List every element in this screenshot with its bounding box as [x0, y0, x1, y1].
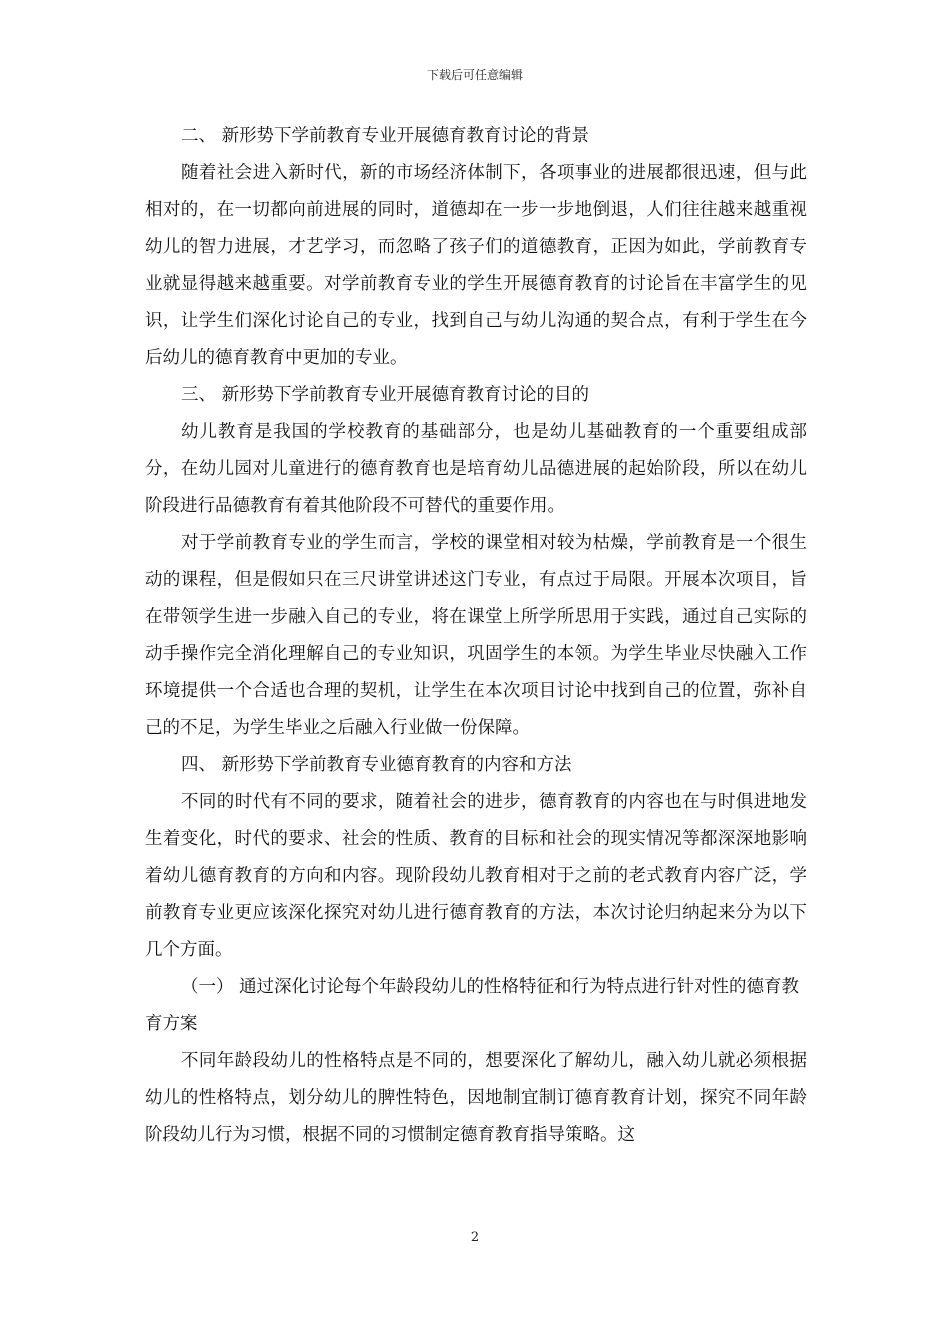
paragraph: 不同年龄段幼儿的性格特点是不同的，想要深化了解幼儿，融入幼儿就必须根据幼儿的性格特点，划分幼儿的脾性特色，因地制宜制订德育教育计划，探究不同年龄阶段幼儿行为习惯，根据不同的习惯制定德育教育指导策略。这	[145, 1051, 807, 1145]
page-number: 2	[470, 1230, 480, 1245]
paragraph: 幼儿教育是我国的学校教育的基础部分，也是幼儿基础教育的一个重要组成部分，在幼儿园对儿童进行的德育教育也是培育幼儿品德进展的起始阶段，所以在幼儿阶段进行品德教育有着其他阶段不可替代的重要作用。	[145, 422, 807, 516]
paragraph: 对于学前教育专业的学生而言，学校的课堂相对较为枯燥，学前教育是一个很生动的课程，但是假如只在三尺讲堂讲述这门专业，有点过于局限。开展本次项目，旨在带领学生进一步融入自己的专业，将在课堂上所学所思用于实践，通过自己实际的动手操作完全消化理解自己的专业知识，巩固学生的本领。为学生毕业尽快融入工作环境提供一个合适也合理的契机，让学生在本次项目讨论中找到自己的位置，弥补自己的不足，为学生毕业之后融入行业做一份保障。	[145, 533, 807, 738]
paragraph: 不同的时代有不同的要求，随着社会的进步，德育教育的内容也在与时俱进地发生着变化，时代的要求、社会的性质、教育的目标和社会的现实情况等都深深地影响着幼儿德育教育的方向和内容。现阶段幼儿教育相对于之前的老式教育内容广泛，学前教育专业更应该深化探究对幼儿进行德育教育的方法，本次讨论归纳起来分为以下几个方面。	[145, 792, 807, 960]
page-header: 下载后可任意编辑	[426, 68, 523, 82]
section-heading-3: 三、 新形势下学前教育专业开展德育教育讨论的目的	[181, 385, 590, 405]
subsection-heading-4-1: （一） 通过深化讨论每个年龄段幼儿的性格特征和行为特点进行针对性的德育教育方案	[145, 977, 800, 1034]
paragraph: 随着社会进入新时代，新的市场经济体制下，各项事业的进展都很迅速，但与此相对的，在一切都向前进展的同时，道德却在一步一步地倒退，人们往往越来越重视幼儿的智力进展，才艺学习，而忽略了孩子们的道德教育，正因为如此，学前教育专业就显得越来越重要。对学前教育专业的学生开展德育教育的讨论旨在丰富学生的见识，让学生们深化讨论自己的专业，找到自己与幼儿沟通的契合点，有利于学生在今后幼儿的德育教育中更加的专业。	[145, 163, 807, 368]
section-heading-4: 四、 新形势下学前教育专业德育教育的内容和方法	[181, 755, 572, 775]
document-body	[145, 118, 807, 1154]
section-heading-2: 二、 新形势下学前教育专业开展德育教育讨论的背景	[181, 126, 590, 146]
